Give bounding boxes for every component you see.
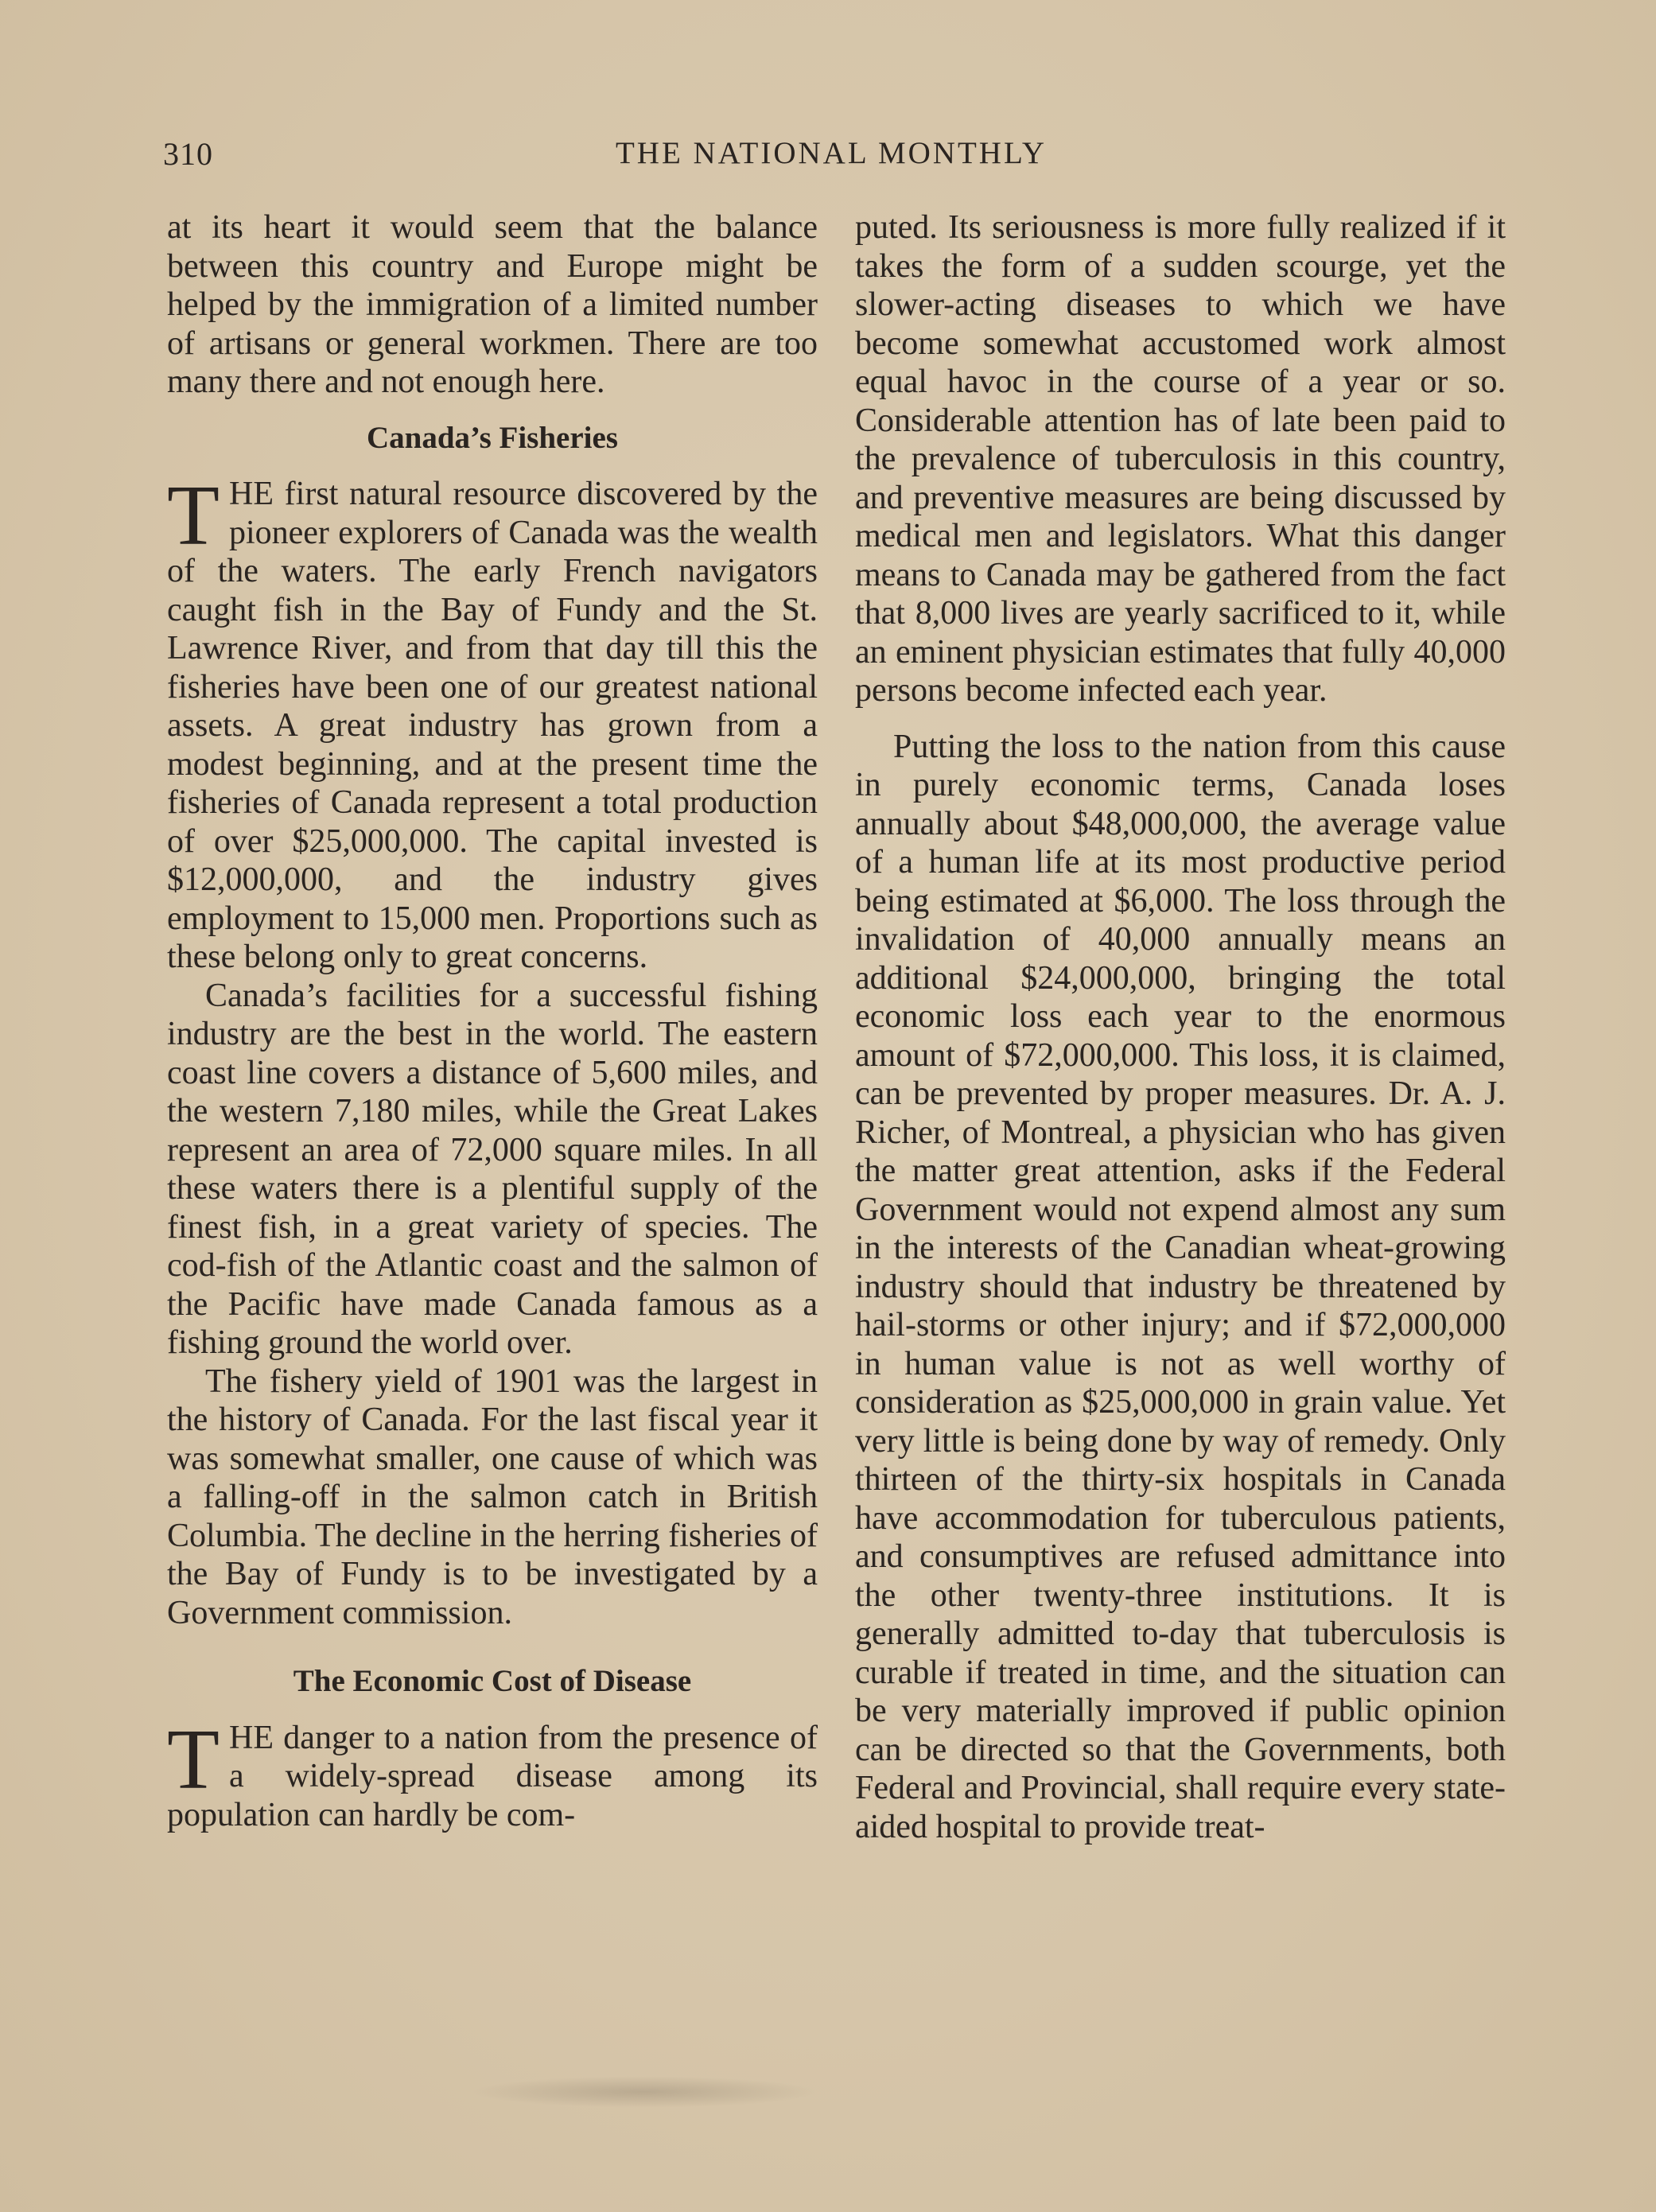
disease-paragraph-1-text: HE danger to a nation from the presence of a widely-spread disease among its population can hardly be com- — [167, 1719, 818, 1833]
journal-title: THE NATIONAL MONTHLY — [615, 136, 1048, 170]
page-number: 310 — [163, 136, 213, 172]
fisheries-paragraph-2: Canada’s facilities for a successful fishing industry are the best in the world. The eastern coast line covers a distance of 5,600 miles, and the western 7,180 miles, while the Great Lakes represent an area of 72,000 square miles. In all these waters there is a plentiful supply of the finest fish, in a great variety of species. The cod-fish of the Atlantic coast and the salmon of the Pacific have made Canada famous as a fishing ground the world over. — [167, 977, 818, 1361]
fisheries-paragraph-1-text: HE first natural resource discovered by the pioneer explorers of Canada was the wealth of the waters. The early French navigators caught fish in the Bay of Fundy and the St. Lawrence River, and from that day till this the fisheries have been one of our greatest national assets. A great industry has grown from a modest beginning, and at the present time the fisheries of Canada represent a total production of over $25,000,000. The capital invested is $12,000,000, and the industry gives employment to 15,000 men. Proportions such as these belong only to great concerns. — [167, 476, 818, 975]
section-heading-fisheries: Canada’s Fisheries — [367, 420, 618, 455]
disease-paragraph-2: puted. Its seriousness is more fully realized if it takes the form of a sudden scourge, yet the slower-acting diseases to which we have become somewhat accustomed work almost equal havoc in the course of a year or so. Considerable attention has of late been paid to the prevalence of tuberculosis in this country, and preventive measures are being discussed by medical men and legislators. What this danger means to Canada may be gathered from the fact that 8,000 lives are yearly sacrificed to it, while an eminent physician estimates that fully 40,000 persons become infected each year. — [855, 209, 1506, 709]
fisheries-paragraph-1 — [167, 468, 818, 977]
print-smudge — [469, 2076, 819, 2108]
drop-cap: T — [167, 1712, 220, 1807]
disease-paragraph-1 — [167, 1712, 818, 1835]
fisheries-paragraph-3: The fishery yield of 1901 was the largest in the history of Canada. For the last fiscal year it was somewhat smaller, one cause of which was a falling-off in the salmon catch in British Columbia. The decline in the herring fisheries of the Bay of Fundy is to be investigated by a Government commission. — [167, 1363, 818, 1631]
running-head — [163, 135, 1499, 183]
right-column — [855, 208, 1506, 1846]
disease-paragraph-3: Putting the loss to the nation from this cause in purely economic terms, Canada loses annually about $48,000,000, the average value of a human life at its most productive period being estimated at $6,000. The loss through the invalidation of 40,000 annually means an additional $24,000,000, bringing the total economic loss each year to the enormous amount of $72,000,000. This loss, it is claimed, can be prevented by proper measures. Dr. A. J. Richer, of Montreal, a physician who has given the matter great attention, asks if the Federal Government would not expend almost any sum in the interests of the Canadian wheat-growing industry should that industry be threatened by hail-storms or other injury; and if $72,000,000 in human value is not as well worthy of consideration as $25,000,000 in grain value. Yet very little is being done by way of remedy. Only thirteen of the thirty-six hospitals in Canada have accommodation for tuberculous patients, and consumptives are refused admittance into the other twenty-three institutions. It is generally admitted to-day that tuberculosis is curable if treated in time, and the situation can be very materially improved if public opinion can be directed so that the Governments, both Federal and Provincial, shall require every state-aided hospital to provide treat- — [855, 728, 1506, 1845]
continued-paragraph: at its heart it would seem that the balance between this country and Europe might be helped by the immigration of a limited number of artisans or general workmen. There are too many there and not enough here. — [167, 209, 818, 400]
section-heading-disease: The Economic Cost of Disease — [293, 1664, 692, 1698]
drop-cap: T — [167, 468, 220, 563]
left-column — [167, 208, 818, 1834]
